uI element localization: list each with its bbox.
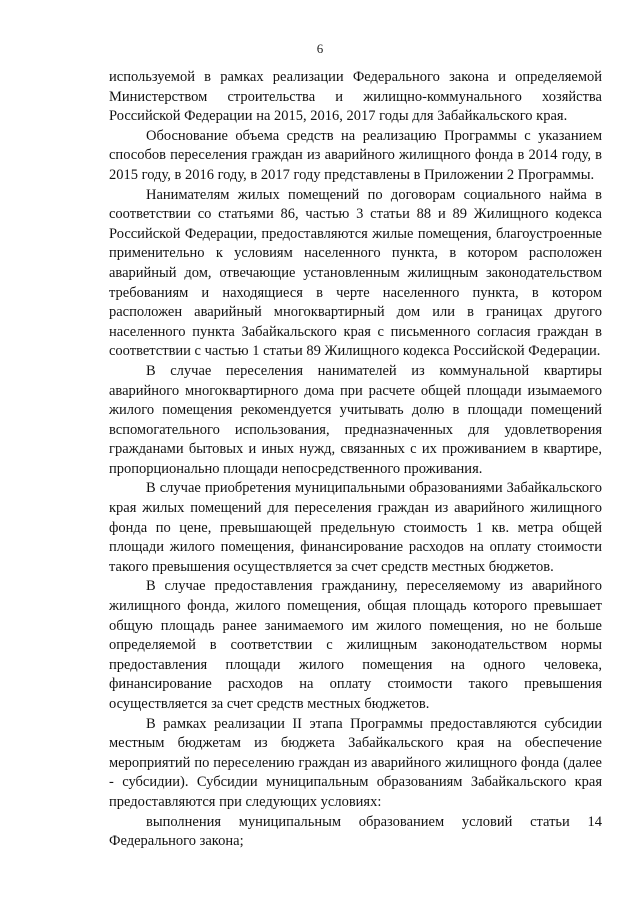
paragraph-social-tenants: Нанимателям жилых помещений по договорам социального найма в соответствии со статьями 86, частью 3 статьи 88 и 89 Жилищного кодекса Российской Федерации, предоставляются жилые помещения, благоустроенные применительно к условиям населенного пункта, в котором расположен аварийный дом, отвечающие установленным жилищным законодательством требованиям и находящиеся в черте населенного пункта, в котором расположен аварийный многоквартирный дом или в границах другого населенного пункта Забайкальского края с письменного согласия граждан в соответствии с частью 1 статьи 89 Жилищного кодекса Российской Федерации. (109, 186, 602, 360)
paragraph-continuation: используемой в рамках реализации Федерального закона и определяемой Министерством строительства и жилищно-коммунального хозяйства Российской Федерации на 2015, 2016, 2017 годы для Забайкальского края. (109, 69, 602, 125)
paragraph-condition-item: выполнения муниципальным образованием условий статьи 14 Федерального закона; (109, 813, 602, 850)
paragraph-funding-justification: Обоснование объема средств на реализацию Программы с указанием способов переселения граждан из аварийного жилищного фонда в 2014 году, в 2015 году, в 2016 году, в 2017 году представлены в Приложении 2 Программы. (109, 127, 602, 183)
paragraph-communal-apartment: В случае переселения нанимателей из коммунальной квартиры аварийного многоквартирного дома при расчете общей площади изымаемого жилого помещения рекомендуется учитывать долю в площади помещений вспомогательного использования, предназначенных для удовлетворения гражданами бытовых и иных нужд, связанных с их проживанием в квартире, пропорционально площади непосредственного проживания. (109, 362, 602, 477)
paragraph-price-excess: В случае приобретения муниципальными образованиями Забайкальского края жилых помещений для переселения граждан из аварийного жилищного фонда по цене, превышающей предельную стоимость 1 кв. метра общей площади жилого помещения, финансирование расходов на оплату стоимости такого превышения осуществляется за счет средств местных бюджетов. (109, 480, 602, 575)
paragraph-area-excess: В случае предоставления гражданину, переселяемому из аварийного жилищного фонда, жилого помещения, общая площадь которого превышает общую площадь ранее занимаемого им жилого помещения, но не больше определяемой в соответствии с жилищным законодательством нормы предоставления площади жилого помещения на одного человека, финансирование расходов на оплату стоимости такого превышения осуществляется за счет средств местных бюджетов. (109, 578, 602, 712)
document-body (109, 68, 602, 852)
paragraph-subsidies: В рамках реализации II этапа Программы предоставляются субсидии местным бюджетам из бюджета Забайкальского края на обеспечение мероприятий по переселению граждан из аварийного жилищного фонда (далее - субсидии). Субсидии муниципальным образованиям Забайкальского края предоставляются при следующих условиях: (109, 715, 602, 810)
page-number: 6 (316, 41, 324, 56)
